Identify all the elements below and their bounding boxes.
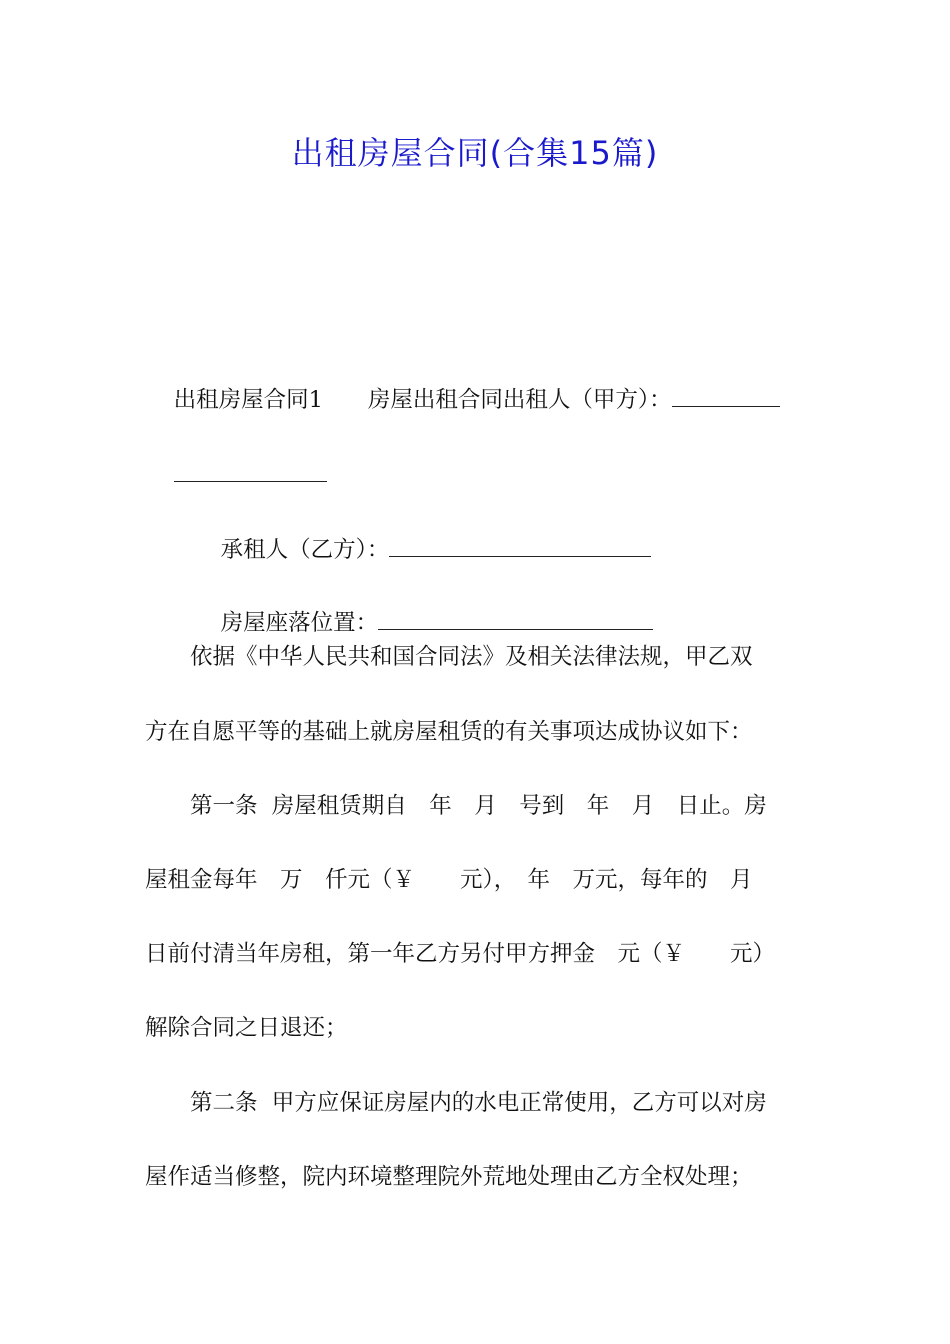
paragraph-line-8: 日前付清当年房租，第一年乙方另付甲方押金 元（￥ 元） — [145, 941, 776, 967]
paragraph-line-7: 屋租金每年 万 仟元（￥ 元）， 年 万元，每年的 月 — [145, 867, 753, 893]
blank-field-location[interactable] — [378, 607, 653, 630]
line-text: 房屋座落位置： — [220, 610, 379, 636]
blank-field-lessee[interactable] — [389, 534, 651, 557]
paragraph-line-9: 解除合同之日退还； — [145, 1015, 348, 1041]
paragraph-line-4: 依据《中华人民共和国合同法》及相关法律法规，甲乙双 — [145, 644, 753, 670]
paragraph-line-6: 第一条 房屋租赁期自 年 月 号到 年 月 日止。房 — [145, 793, 767, 819]
line-text: 承租人（乙方）： — [220, 537, 390, 563]
line-text: 出租房屋合同1 房屋出租合同出租人（甲方）： — [173, 387, 672, 413]
paragraph-line-5: 方在自愿平等的基础上就房屋租赁的有关事项达成协议如下： — [145, 719, 753, 745]
blank-field-lessor-continued[interactable] — [174, 459, 327, 482]
document-title: 出租房屋合同(合集15篇) — [291, 134, 659, 172]
blank-field-lessor[interactable] — [672, 384, 780, 407]
paragraph-line-11: 屋作适当修整，院内环境整理院外荒地处理由乙方全权处理； — [145, 1164, 753, 1190]
paragraph-line-10: 第二条 甲方应保证房屋内的水电正常使用，乙方可以对房 — [145, 1090, 767, 1116]
